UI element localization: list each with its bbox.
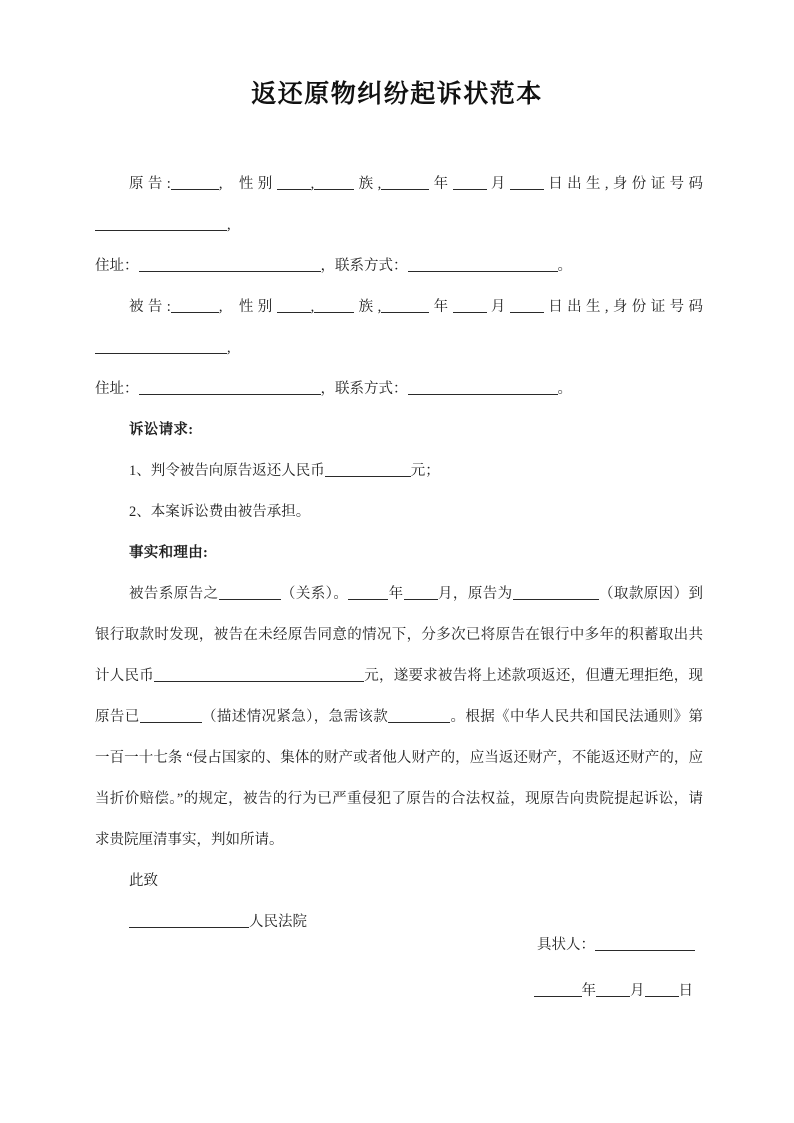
facts-text-4: 月，原告为 — [437, 586, 513, 602]
defendant-birth-year-blank[interactable] — [381, 299, 429, 313]
facts-text-5: （取款原因）到银行取款时发现，被告在未经原告同意的情况下，分多次已将原告在银行中多年的积蓄取出共计人民币 — [95, 586, 704, 684]
signature-month-blank[interactable] — [596, 983, 630, 997]
defendant-gender-blank[interactable] — [277, 299, 311, 313]
plaintiff-year-label: 年 — [429, 176, 453, 192]
defendant-contact-blank[interactable] — [408, 381, 558, 395]
plaintiff-gender-blank[interactable] — [277, 176, 311, 190]
plaintiff-ethnicity-blank[interactable] — [314, 176, 354, 190]
page-title: 返还原物纠纷起诉状范本 — [251, 81, 543, 108]
plaintiff-name-blank[interactable] — [171, 176, 219, 190]
plaintiff-day-label: 日出生, — [543, 176, 609, 192]
facts-urgency-blank[interactable] — [140, 709, 202, 723]
claim-1-text-after: 元； — [410, 463, 440, 479]
facts-need-blank[interactable] — [388, 709, 450, 723]
plaintiff-address-blank[interactable] — [139, 258, 321, 272]
signature-block — [0, 922, 703, 1014]
defendant-ethnicity-label: 族, — [354, 299, 382, 315]
facts-heading: 事实和理由: — [129, 545, 209, 561]
defendant-identity-line: 被告: , 性别 , 族, 年 月 日出生,身份证号码, — [95, 287, 703, 369]
claims-heading: 诉讼请求: — [129, 422, 194, 438]
plaintiff-identity-line: 原告: , 性别 , 族, 年 月 日出生,身份证号码, — [95, 164, 703, 246]
signature-month-label: 月 — [630, 983, 645, 999]
defendant-day-label: 日出生, — [543, 299, 609, 315]
plaintiff-birth-day-blank[interactable] — [510, 176, 544, 190]
claim-item-2: 2、本案诉讼费由被告承担。 — [129, 504, 311, 520]
plaintiff-id-label: 身份证号码 — [608, 176, 704, 192]
plaintiff-name-label: 原告: — [129, 176, 171, 192]
plaintiff-birth-year-blank[interactable] — [381, 176, 429, 190]
signature-year-label: 年 — [581, 983, 596, 999]
signer-name-blank[interactable] — [595, 937, 695, 951]
signature-day-blank[interactable] — [645, 983, 679, 997]
facts-month-blank[interactable] — [404, 586, 438, 600]
facts-text-1: 被告系原告之 — [129, 586, 219, 602]
facts-text-6: 元，遂要求被告将上述款项返还，但遭无理拒绝，现原告已 — [95, 668, 704, 725]
plaintiff-contact-blank[interactable] — [408, 258, 558, 272]
facts-body — [95, 574, 703, 861]
document-body — [95, 164, 703, 943]
signature-day-label: 日 — [678, 983, 693, 999]
plaintiff-ethnicity-label: 族, — [354, 176, 382, 192]
facts-text-2: （关系）。 — [280, 586, 349, 602]
defendant-id-blank[interactable] — [95, 340, 227, 354]
defendant-contact-label: 联系方式： — [335, 381, 408, 397]
signer-label: 具状人： — [537, 937, 595, 953]
closing-salutation: 此致 — [129, 873, 158, 889]
facts-amount-blank[interactable] — [154, 668, 364, 682]
defendant-name-blank[interactable] — [171, 299, 219, 313]
plaintiff-address-line: 住址： ，联系方式： 。 — [95, 258, 572, 274]
plaintiff-contact-label: 联系方式： — [335, 258, 408, 274]
court-suffix-label: 人民法院 — [249, 914, 307, 930]
facts-text-8: 。根据《中华人民共和国民法通则》第一百一十七条 “侵占国家的、集体的财产或者他人财产的，应当返还财产，不能返还财产的，应当折价赔偿。”的规定，被告的行为已严重侵犯了原告的合法权益，现原告向贵院提起诉讼，请求贵院厘清事实，判如所请。 — [95, 709, 703, 848]
defendant-name-label: 被告: — [129, 299, 171, 315]
signature-date-line — [0, 968, 703, 1014]
facts-year-blank[interactable] — [348, 586, 388, 600]
signature-year-blank[interactable] — [534, 983, 582, 997]
defendant-gender-label: 性别 — [234, 299, 277, 315]
defendant-birth-day-blank[interactable] — [510, 299, 544, 313]
claim-1-text-before: 1、判令被告向原告返还人民币 — [129, 463, 325, 479]
defendant-id-label: 身份证号码 — [608, 299, 704, 315]
plaintiff-month-label: 月 — [486, 176, 510, 192]
plaintiff-gender-label: 性别 — [234, 176, 277, 192]
plaintiff-address-label: 住址： — [95, 258, 139, 274]
defendant-year-label: 年 — [429, 299, 453, 315]
claim-1-amount-blank[interactable] — [325, 463, 411, 477]
facts-text-7: （描述情况紧急），急需该款 — [201, 709, 389, 725]
facts-relationship-blank[interactable] — [219, 586, 281, 600]
defendant-birth-month-blank[interactable] — [453, 299, 487, 313]
plaintiff-id-blank[interactable] — [95, 217, 227, 231]
facts-text-3: 年 — [388, 586, 404, 602]
defendant-month-label: 月 — [486, 299, 510, 315]
defendant-ethnicity-blank[interactable] — [314, 299, 354, 313]
facts-reason-blank[interactable] — [513, 586, 599, 600]
defendant-address-line: 住址： ，联系方式： 。 — [95, 381, 572, 397]
defendant-address-blank[interactable] — [139, 381, 321, 395]
signer-line — [0, 922, 703, 968]
claim-item-1 — [95, 451, 703, 492]
defendant-address-label: 住址： — [95, 381, 139, 397]
plaintiff-birth-month-blank[interactable] — [453, 176, 487, 190]
